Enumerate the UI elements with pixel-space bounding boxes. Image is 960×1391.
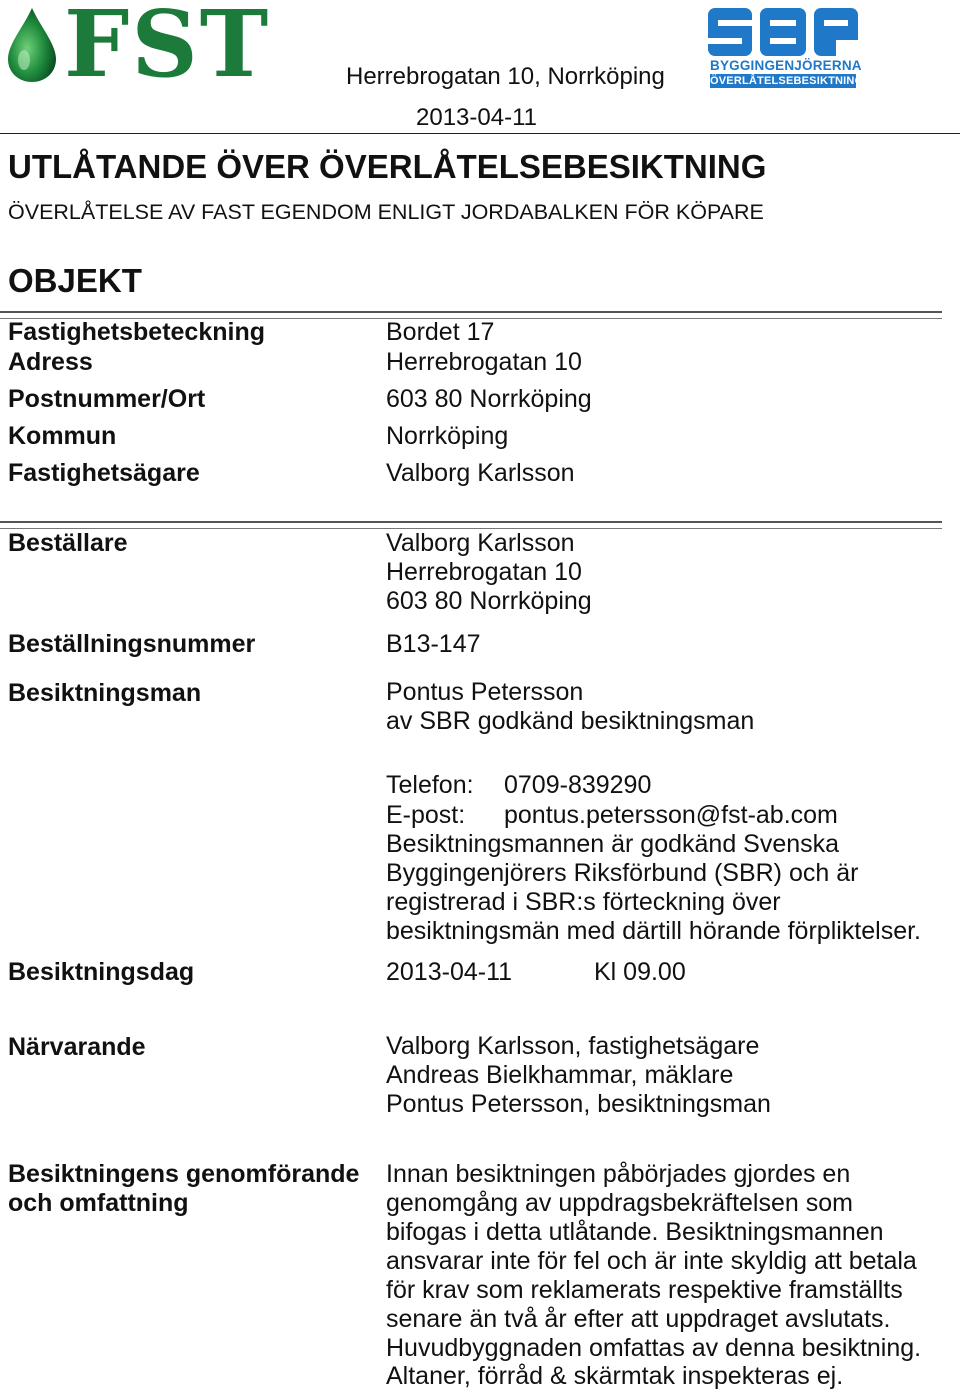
label-fastighetsbeteckning: Fastighetsbeteckning bbox=[8, 318, 265, 346]
header-rule bbox=[0, 133, 960, 134]
genomforande-line: Altaner, förråd & skärmtak inspekteras ej. bbox=[386, 1362, 844, 1390]
header-address: Herrebrogatan 10, Norrköping bbox=[346, 63, 665, 90]
label-genomforande-2: och omfattning bbox=[8, 1189, 189, 1217]
value-bestallningsnummer: B13-147 bbox=[386, 630, 481, 658]
value-adress: Herrebrogatan 10 bbox=[386, 348, 582, 376]
sbr-logo-line1: BYGGINGENJÖRERNA bbox=[710, 58, 862, 73]
telefon-label: Telefon: bbox=[386, 771, 474, 799]
value-fastighetsbeteckning: Bordet 17 bbox=[386, 318, 495, 346]
label-genomforande: Besiktningens genomförande bbox=[8, 1160, 360, 1188]
genomforande-line: ansvarar inte för fel och är inte skyldig att betala bbox=[386, 1247, 917, 1275]
label-postnummer: Postnummer/Ort bbox=[8, 385, 206, 413]
label-narvarande: Närvarande bbox=[8, 1033, 146, 1061]
genomforande-line: Innan besiktningen påbörjades gjordes en bbox=[386, 1160, 851, 1188]
besiktningsdag-time: Kl 09.00 bbox=[594, 958, 686, 986]
label-besiktningsman: Besiktningsman bbox=[8, 679, 202, 707]
genomforande-line: bifogas i detta utlåtande. Besiktningsmannen bbox=[386, 1218, 884, 1246]
section-heading-objekt: OBJEKT bbox=[8, 262, 142, 299]
sbr-mark-icon bbox=[708, 8, 858, 56]
narvarande-line: Pontus Petersson, besiktningsman bbox=[386, 1090, 771, 1118]
genomforande-line: genomgång av uppdragsbekräftelsen som bbox=[386, 1189, 853, 1217]
besiktningsman-info-line: registrerad i SBR:s förteckning över bbox=[386, 888, 781, 916]
bestallare-rule bbox=[0, 521, 942, 529]
fst-logo-text: FST bbox=[64, 0, 271, 98]
label-bestallare: Beställare bbox=[8, 529, 128, 557]
besiktningsman-info-line: Byggingenjörers Riksförbund (SBR) och är bbox=[386, 859, 859, 887]
besiktningsdag-date: 2013-04-11 bbox=[386, 958, 513, 986]
genomforande-line: Huvudbyggnaden omfattas av denna besiktning. bbox=[386, 1334, 922, 1362]
value-kommun: Norrköping bbox=[386, 422, 509, 450]
bestallare-line: Herrebrogatan 10 bbox=[386, 558, 582, 586]
bestallare-line: Valborg Karlsson bbox=[386, 529, 575, 557]
genomforande-line: senare än två år efter att uppdraget avslutats. bbox=[386, 1305, 891, 1333]
document-title: UTLÅTANDE ÖVER ÖVERLÅTELSEBESIKTNING bbox=[8, 148, 767, 185]
telefon-value: 0709-839290 bbox=[504, 771, 652, 799]
besiktningsman-info-line: besiktningsmän med därtill hörande förpliktelser. bbox=[386, 917, 921, 945]
epost-value: pontus.petersson@fst-ab.com bbox=[504, 801, 838, 829]
value-postnummer: 603 80 Norrköping bbox=[386, 385, 592, 413]
value-fastighetsagare: Valborg Karlsson bbox=[386, 459, 575, 487]
label-kommun: Kommun bbox=[8, 422, 117, 450]
water-drop-icon bbox=[4, 4, 60, 84]
document-subtitle: ÖVERLÅTELSE AV FAST EGENDOM ENLIGT JORDABALKEN FÖR KÖPARE bbox=[8, 200, 764, 224]
besiktningsman-line: Pontus Petersson bbox=[386, 678, 584, 706]
genomforande-line: för krav som reklamerats respektive framställts bbox=[386, 1276, 903, 1304]
sbr-logo-line2: ÖVERLÅTELSEBESIKTNING bbox=[710, 75, 864, 87]
narvarande-line: Valborg Karlsson, fastighetsägare bbox=[386, 1032, 760, 1060]
label-bestallningsnummer: Beställningsnummer bbox=[8, 630, 256, 658]
fst-logo bbox=[4, 0, 274, 98]
besiktningsman-line: av SBR godkänd besiktningsman bbox=[386, 707, 755, 735]
besiktningsman-info-line: Besiktningsmannen är godkänd Svenska bbox=[386, 830, 840, 858]
sbr-logo bbox=[708, 8, 864, 88]
label-fastighetsagare: Fastighetsägare bbox=[8, 459, 200, 487]
narvarande-line: Andreas Bielkhammar, mäklare bbox=[386, 1061, 734, 1089]
label-besiktningsdag: Besiktningsdag bbox=[8, 958, 195, 986]
label-adress: Adress bbox=[8, 348, 93, 376]
header-date: 2013-04-11 bbox=[416, 104, 537, 131]
epost-label: E-post: bbox=[386, 801, 466, 829]
bestallare-line: 603 80 Norrköping bbox=[386, 587, 592, 615]
